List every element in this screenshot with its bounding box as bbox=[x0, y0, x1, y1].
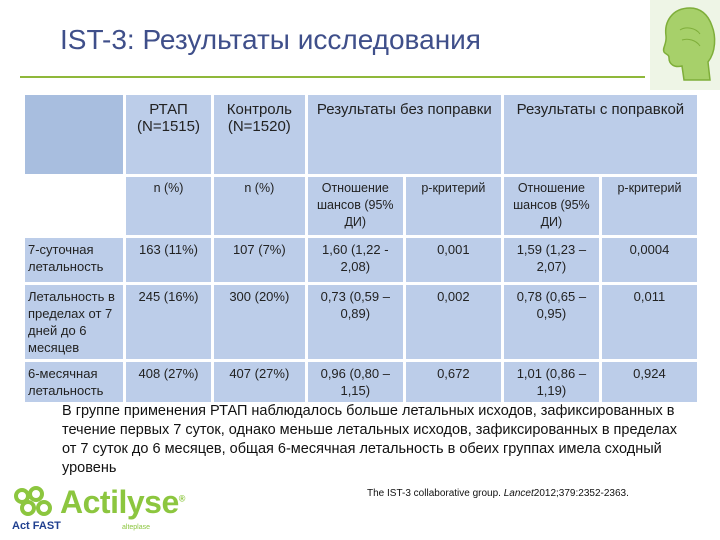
subheader-control: n (%) bbox=[214, 177, 305, 235]
cell-or-adjusted: 1,01 (0,86 – 1,19) bbox=[504, 362, 599, 402]
cell-or-unadjusted: 0,73 (0,59 – 0,89) bbox=[308, 285, 403, 359]
cell-or-unadjusted: 1,60 (1,22 - 2,08) bbox=[308, 238, 403, 282]
header-adjusted: Результаты с поправкой bbox=[504, 95, 697, 174]
title-underline bbox=[20, 76, 645, 78]
subheader-blank-cell bbox=[25, 177, 123, 235]
table-corner-cell bbox=[25, 95, 123, 174]
head-profile-icon bbox=[650, 0, 720, 90]
cell-p-adjusted: 0,011 bbox=[602, 285, 697, 359]
cell-control: 407 (27%) bbox=[214, 362, 305, 402]
subheader-p-unadjusted: р-критерий bbox=[406, 177, 501, 235]
subheader-or-adjusted: Отношение шансов (95% ДИ) bbox=[504, 177, 599, 235]
row-label: 7-суточная летальность bbox=[25, 238, 123, 282]
cell-or-unadjusted: 0,96 (0,80 – 1,15) bbox=[308, 362, 403, 402]
row-label: Летальность в пределах от 7 дней до 6 месяцев bbox=[25, 285, 123, 359]
subheader-p-adjusted: р-критерий bbox=[602, 177, 697, 235]
subheader-or-unadjusted: Отношение шансов (95% ДИ) bbox=[308, 177, 403, 235]
results-table bbox=[22, 92, 700, 405]
cell-p-adjusted: 0,924 bbox=[602, 362, 697, 402]
citation bbox=[367, 488, 629, 499]
cell-p-adjusted: 0,0004 bbox=[602, 238, 697, 282]
subheader-rtap: n (%) bbox=[126, 177, 211, 235]
cell-p-unadjusted: 0,002 bbox=[406, 285, 501, 359]
page-title: IST-3: Результаты исследования bbox=[60, 24, 481, 55]
logo-small-text: alteplase bbox=[122, 524, 151, 531]
cell-rtap: 163 (11%) bbox=[126, 238, 211, 282]
actilyse-logo bbox=[12, 484, 185, 534]
row-label: 6-месячная летальность bbox=[25, 362, 123, 402]
cell-rtap: 408 (27%) bbox=[126, 362, 211, 402]
logo-tagline: Act FAST bbox=[12, 520, 61, 532]
cell-rtap: 245 (16%) bbox=[126, 285, 211, 359]
cell-or-adjusted: 1,59 (1,23 – 2,07) bbox=[504, 238, 599, 282]
table-row bbox=[25, 362, 697, 402]
header-control: Контроль (N=1520) bbox=[214, 95, 305, 174]
table-row bbox=[25, 285, 697, 359]
cell-or-adjusted: 0,78 (0,65 – 0,95) bbox=[504, 285, 599, 359]
summary-text: В группе применения РТАП наблюдалось больше летальных исходов, зафиксированных в течение первых 7 суток, однако меньше летальных исходов, зафиксированных в пределах от 7 суток до 6 месяцев, общая 6-месячная летальность в обеих группах имела сходный уровень bbox=[62, 403, 678, 476]
header-unadjusted: Результаты без поправки bbox=[308, 95, 501, 174]
molecule-logo-icon bbox=[12, 486, 56, 520]
header-rtap: РТАП (N=1515) bbox=[126, 95, 211, 174]
cell-p-unadjusted: 0,672 bbox=[406, 362, 501, 402]
citation-authors: The IST-3 collaborative group. bbox=[367, 488, 501, 499]
citation-journal: Lancet bbox=[503, 488, 534, 499]
logo-brand: Actilyse® bbox=[60, 484, 185, 520]
citation-ref: 2012;379:2352-2363. bbox=[533, 488, 629, 499]
cell-control: 107 (7%) bbox=[214, 238, 305, 282]
cell-p-unadjusted: 0,001 bbox=[406, 238, 501, 282]
table-row bbox=[25, 238, 697, 282]
cell-control: 300 (20%) bbox=[214, 285, 305, 359]
